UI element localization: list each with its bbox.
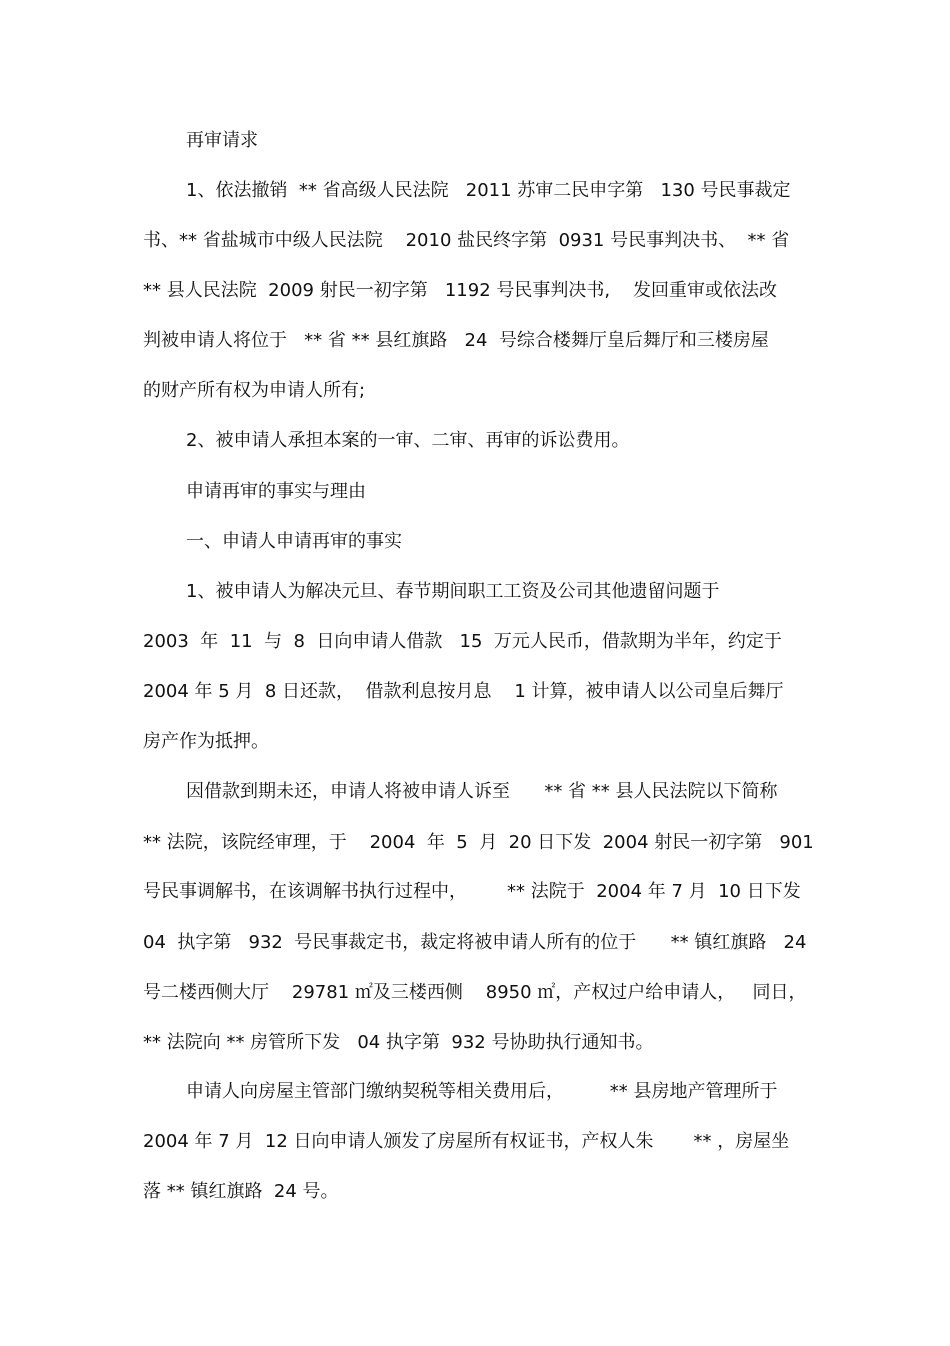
paragraph-line: 申请人向房屋主管部门缴纳契税等相关费用后， ** 县房地产管理所于 [186,1081,778,1102]
section-heading-facts-and-reasons: 申请再审的事实与理由 [186,481,366,502]
paragraph-line: ** 县人民法院 2009 射民一初字第 1192 号民事判决书, 发回重审或依法改 [143,280,777,301]
paragraph-line: 1、依法撤销 ** 省高级人民法院 2011 苏审二民申字第 130 号民事裁定 [186,180,791,201]
paragraph-line: ** 法院向 ** 房管所下发 04 执字第 932 号协助执行通知书。 [143,1032,654,1053]
paragraph-line: 号二楼西侧大厅 29781 ㎡及三楼西侧 8950 ㎡，产权过户给申请人， 同日， [143,982,807,1003]
paragraph-line: 1、被申请人为解决元旦、春节期间职工工资及公司其他遗留问题于 [186,581,720,602]
paragraph-line: 2003 年 11 与 8 日向申请人借款 15 万元人民币，借款期为半年，约定于 [143,631,782,652]
paragraph-line: ** 法院，该院经审理，于 2004 年 5 月 20 日下发 2004 射民一初字第 901 [143,832,814,853]
paragraph-line: 2、被申请人承担本案的一审、二审、再审的诉讼费用。 [186,430,630,451]
paragraph-line: 落 ** 镇红旗路 24 号。 [143,1181,339,1202]
paragraph-line: 2004 年 5 月 8 日还款， 借款利息按月息 1 计算，被申请人以公司皇后舞厅 [143,681,784,702]
paragraph-line: 因借款到期未还，申请人将被申请人诉至 ** 省 ** 县人民法院以下简称 [186,781,778,802]
subsection-heading: 一、申请人申请再审的事实 [186,531,402,552]
paragraph-line: 书、** 省盐城市中级人民法院 2010 盐民终字第 0931 号民事判决书、 ** 省 [143,230,790,251]
paragraph-line: 的财产所有权为申请人所有; [143,380,366,401]
paragraph-line: 2004 年 7 月 12 日向申请人颁发了房屋所有权证书，产权人朱 ** ，房屋坐 [143,1131,790,1152]
section-heading-retrial-request: 再审请求 [186,130,258,151]
paragraph-line: 04 执字第 932 号民事裁定书，裁定将被申请人所有的位于 ** 镇红旗路 24 [143,932,807,953]
paragraph-line: 房产作为抵押。 [143,731,269,752]
paragraph-line: 判被申请人将位于 ** 省 ** 县红旗路 24 号综合楼舞厅皇后舞厅和三楼房屋 [143,330,769,351]
paragraph-line: 号民事调解书，在该调解书执行过程中， ** 法院于 2004 年 7 月 10 日下发 [143,881,801,902]
